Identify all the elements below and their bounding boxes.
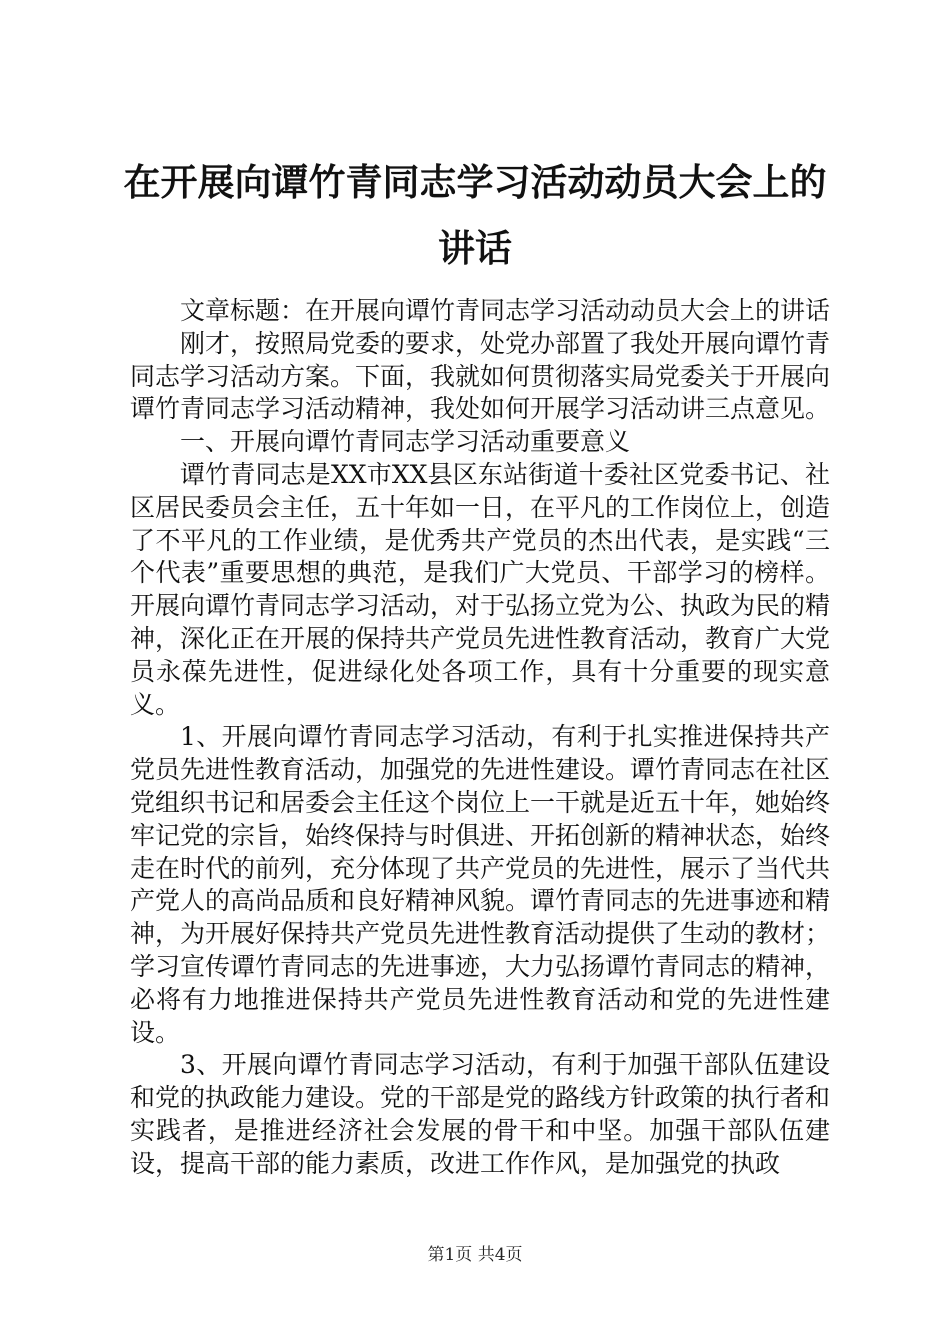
document-body <box>130 295 830 1181</box>
section-heading-1: 一、开展向谭竹青同志学习活动重要意义 <box>180 427 631 457</box>
body-paragraph-3: 3、开展向谭竹青同志学习活动，有利于加强干部队伍建设和党的执政能力建设。党的干部是党的路线方针政策的执行者和实践者，是推进经济社会发展的骨干和中坚。加强干部队伍建设，提高干部的能力素质，改进工作作风，是加强党的执政 <box>130 1050 831 1178</box>
intro-paragraph: 刚才，按照局党委的要求，处党办部置了我处开展向谭竹青同志学习活动方案。下面，我就如何贯彻落实局党委关于开展向谭竹青同志学习活动精神，我处如何开展学习活动讲三点意见。 <box>130 328 831 424</box>
document-title: 在开展向谭竹青同志学习活动动员大会上的讲话 <box>123 161 827 270</box>
article-title-line: 文章标题：在开展向谭竹青同志学习活动动员大会上的讲话 <box>180 296 831 325</box>
body-paragraph-1: 谭竹青同志是XX市XX县区东站街道十委社区党委书记、社区居民委员会主任，五十年如一日，在平凡的工作岗位上，创造了不平凡的工作业绩，是优秀共产党员的杰出代表，是实践“三个代表”重要思想的典范，是我们广大党员、干部学习的榜样。开展向谭竹青同志学习活动，对于弘扬立党为公、执政为民的精神，深化正在开展的保持共产党员先进性教育活动，教育广大党员永葆先进性，促进绿化处各项工作，具有十分重要的现实意义。 <box>130 459 831 719</box>
body-paragraph-2: 1、开展向谭竹青同志学习活动，有利于扎实推进保持共产党员先进性教育活动，加强党的先进性建设。谭竹青同志在社区党组织书记和居委会主任这个岗位上一干就是近五十年，她始终牢记党的宗旨，始终保持与时俱进、开拓创新的精神状态，始终走在时代的前列，充分体现了共产党员的先进性，展示了当代共产党人的高尚品质和良好精神风貌。谭竹青同志的先进事迹和精神，为开展好保持共产党员先进性教育活动提供了生动的教材；学习宣传谭竹青同志的先进事迹，大力弘扬谭竹青同志的精神，必将有力地推进保持共产党员先进性教育活动和党的先进性建设。 <box>130 722 831 1047</box>
page-footer: 第1页 共4页 <box>427 1245 523 1265</box>
